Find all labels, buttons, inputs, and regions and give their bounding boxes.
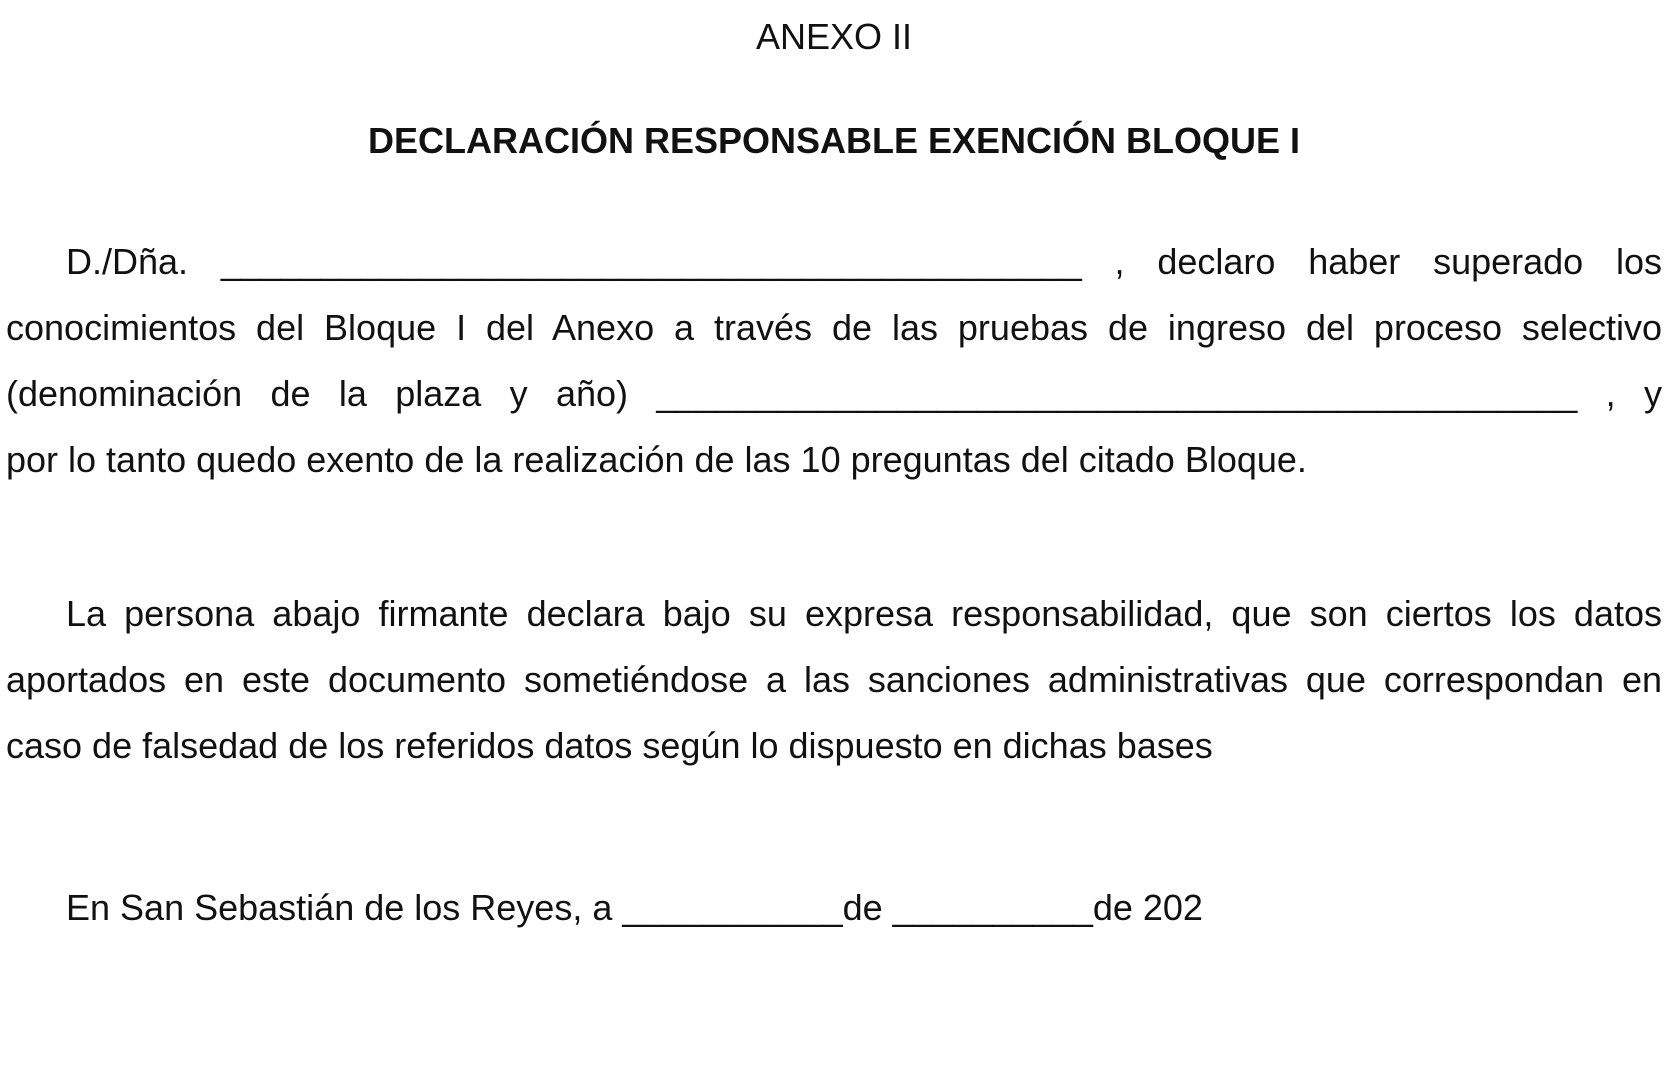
place-date-line: En San Sebastián de los Reyes, a ___________de __________de 202 bbox=[66, 887, 1203, 928]
responsibility-paragraph bbox=[6, 581, 1662, 779]
declaration-line-3: (denominación de la plaza y año) ______________________________________________ , y bbox=[6, 373, 1662, 414]
declaration-line-4: por lo tanto quedo exento de la realización de las 10 preguntas del citado Bloque. bbox=[6, 439, 1307, 480]
declaration-line-1: D./Dña. ___________________________________________ , declaro haber superado los bbox=[66, 241, 1662, 282]
responsibility-line-2: aportados en este documento sometiéndose a las sanciones administrativas que correspondan en bbox=[6, 659, 1662, 700]
declaration-paragraph bbox=[6, 229, 1662, 493]
document-title: DECLARACIÓN RESPONSABLE EXENCIÓN BLOQUE I bbox=[367, 120, 1301, 161]
annex-label: ANEXO II bbox=[755, 16, 913, 57]
declaration-line-2: conocimientos del Bloque I del Anexo a través de las pruebas de ingreso del proceso selectivo bbox=[6, 307, 1662, 348]
responsibility-line-3: caso de falsedad de los referidos datos según lo dispuesto en dichas bases bbox=[6, 725, 1213, 766]
responsibility-line-1: La persona abajo firmante declara bajo su expresa responsabilidad, que son ciertos los datos bbox=[66, 593, 1662, 634]
